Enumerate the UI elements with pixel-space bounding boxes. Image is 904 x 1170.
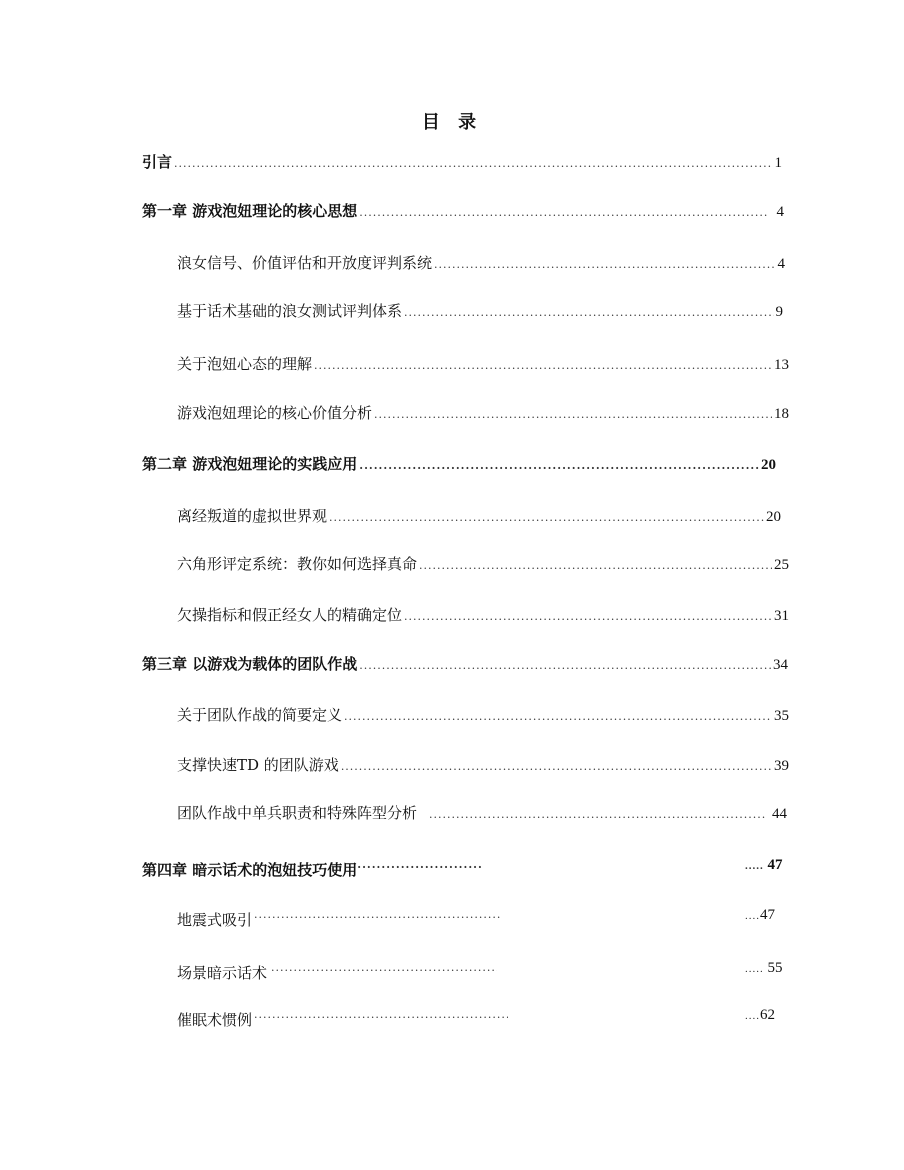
toc-leader-dots	[429, 805, 766, 825]
toc-entry-label: 六角形评定系统：教你如何选择真命	[177, 555, 418, 573]
toc-entry-page: 39	[774, 758, 789, 774]
toc-entry-chapter-2[interactable]	[142, 454, 776, 476]
toc-entry-4-1-page[interactable]	[745, 905, 775, 926]
toc-entry-label: 关于泡妞心态的理解	[177, 355, 313, 373]
toc-leader-dots: .....	[745, 860, 764, 872]
toc-entry-label: 催眠术惯例	[177, 1011, 253, 1029]
toc-entry-label: 团队作战中单兵职责和特殊阵型分析	[177, 804, 418, 822]
toc-entry-2-3[interactable]	[177, 605, 789, 627]
toc-entry-page: 1	[774, 155, 782, 171]
toc-entry-2-1[interactable]	[177, 506, 781, 528]
toc-entry-page: 9	[775, 304, 783, 320]
toc-entry-label: 离经叛道的虚拟世界观	[177, 507, 328, 525]
toc-entry-label: 第二章 游戏泡妞理论的实践应用	[142, 455, 358, 473]
toc-entry-intro[interactable]	[142, 152, 782, 174]
toc-entry-4-2-page[interactable]	[745, 958, 783, 979]
toc-entry-page: 34	[773, 657, 788, 673]
toc-leader-dots	[374, 405, 772, 425]
toc-entry-4-3[interactable]	[177, 1005, 508, 1030]
toc-entry-3-1[interactable]	[177, 705, 789, 727]
toc-entry-1-4[interactable]	[177, 403, 789, 425]
toc-entry-4-3-page[interactable]	[745, 1005, 775, 1026]
toc-entry-page: 20	[761, 457, 776, 473]
toc-entry-page: 18	[774, 406, 789, 422]
toc-entry-chapter-4[interactable]	[142, 855, 481, 880]
toc-entry-label: 第三章 以游戏为载体的团队作战	[142, 655, 358, 673]
toc-entry-3-3[interactable]	[177, 803, 787, 825]
toc-entry-label: 引言	[142, 153, 173, 171]
toc-leader-dots	[359, 656, 771, 676]
toc-title: 目 录	[421, 112, 483, 133]
toc-entry-page: 35	[774, 708, 789, 724]
toc-entry-page: 47	[767, 857, 783, 873]
toc-leader-dots	[344, 707, 772, 727]
toc-leader-dots	[404, 607, 772, 627]
toc-entry-page: 25	[774, 557, 789, 573]
toc-leader-dots	[271, 958, 497, 978]
toc-leader-dots	[359, 203, 768, 223]
toc-entry-chapter-3[interactable]	[142, 654, 788, 676]
toc-entry-page: 13	[774, 357, 789, 373]
toc-entry-4-1[interactable]	[177, 905, 500, 930]
toc-entry-page: 47	[760, 907, 775, 923]
toc-entry-chapter-1[interactable]	[142, 201, 784, 223]
toc-leader-dots: .....	[745, 963, 764, 975]
toc-entry-2-2[interactable]	[177, 554, 789, 576]
toc-leader-dots	[254, 905, 500, 925]
toc-entry-label: 地震式吸引	[177, 911, 253, 929]
toc-leader-dots	[254, 1005, 508, 1025]
toc-entry-label: 支撑快速TD 的团队游戏	[177, 756, 339, 774]
toc-entry-1-3[interactable]	[177, 354, 789, 376]
toc-leader-dots	[419, 556, 772, 576]
toc-entry-page: 31	[774, 608, 789, 624]
toc-leader-dots: ....	[745, 1010, 760, 1022]
toc-leader-dots: ....	[745, 910, 760, 922]
toc-entry-label: 浪女信号、价值评估和开放度评判系统	[177, 254, 433, 272]
toc-entry-chapter-4-page[interactable]	[745, 855, 783, 876]
toc-leader-dots	[357, 855, 481, 875]
toc-leader-dots	[404, 303, 773, 323]
toc-entry-label: 游戏泡妞理论的核心价值分析	[177, 404, 373, 422]
toc-entry-label: 欠操指标和假正经女人的精确定位	[177, 606, 403, 624]
toc-entry-1-1[interactable]	[177, 253, 785, 275]
toc-leader-dots	[359, 456, 759, 476]
toc-leader-dots	[434, 255, 775, 275]
toc-entry-label: 场景暗示话术	[177, 964, 268, 982]
toc-entry-page: 4	[776, 204, 784, 220]
toc-entry-label: 第四章 暗示话术的泡妞技巧使用	[142, 861, 358, 879]
toc-entry-page: 55	[767, 960, 783, 976]
toc-entry-3-2[interactable]	[177, 755, 789, 777]
toc-entry-label: 基于话术基础的浪女测试评判体系	[177, 302, 403, 320]
toc-entry-label: 第一章 游戏泡妞理论的核心思想	[142, 202, 358, 220]
toc-leader-dots	[329, 508, 764, 528]
toc-entry-page: 4	[777, 256, 785, 272]
toc-entry-4-2[interactable]	[177, 958, 497, 983]
toc-leader-dots	[341, 757, 772, 777]
toc-entry-page: 44	[772, 806, 787, 822]
toc-entry-page: 20	[766, 509, 781, 525]
toc-entry-1-2[interactable]	[177, 301, 783, 323]
toc-leader-dots	[314, 356, 772, 376]
toc-entry-page: 62	[760, 1007, 775, 1023]
toc-leader-dots	[174, 154, 772, 174]
toc-entry-label: 关于团队作战的简要定义	[177, 706, 343, 724]
